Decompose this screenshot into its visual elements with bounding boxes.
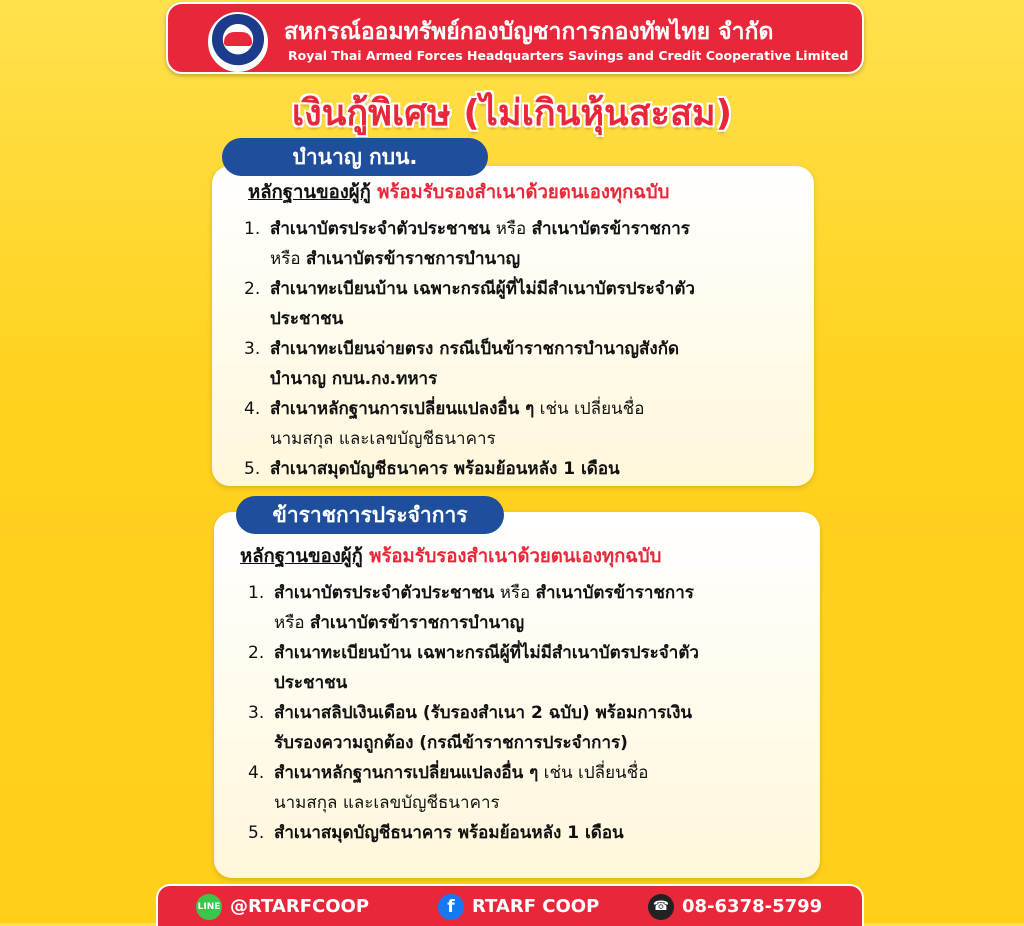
line-id: @RTARFCOOP (230, 896, 370, 917)
facebook-contact[interactable] (438, 894, 599, 920)
footer-contact-bar (156, 884, 864, 926)
section2-label: ข้าราชการประจำการ (236, 496, 504, 534)
line-app-icon: LINE (196, 894, 222, 920)
section1-label: บำนาญ กบน. (222, 138, 488, 176)
cooperative-logo-icon (208, 12, 268, 72)
section1-list (244, 214, 695, 484)
facebook-name: RTARF COOP (472, 896, 600, 917)
list-item: 2. สำเนาทะเบียนบ้าน เฉพาะกรณีผู้ที่ไม่มีสำเนาบัตรประจำตัว ประชาชน (244, 279, 695, 329)
phone-number: 08-6378-5799 (682, 896, 823, 917)
facebook-icon: f (438, 894, 464, 920)
list-item: 2. สำเนาทะเบียนบ้าน เฉพาะกรณีผู้ที่ไม่มีสำเนาบัตรประจำตัว ประชาชน (248, 643, 699, 693)
list-item: 4. สำเนาหลักฐานการเปลี่ยนแปลงอื่น ๆ เช่น เปลี่ยนชื่อ นามสกุล และเลขบัญชีธนาคาร (244, 399, 645, 449)
list-item: 1. สำเนาบัตรประจำตัวประชาชน หรือ สำเนาบัตรข้าราชการ หรือ สำเนาบัตรข้าราชการบำนาญ (244, 219, 690, 269)
list-item: 3. สำเนาทะเบียนจ่ายตรง กรณีเป็นข้าราชการบำนาญสังกัด บำนาญ กบน.กง.ทหาร (244, 339, 680, 389)
doc-heading-red: พร้อมรับรองสำเนาด้วยตนเองทุกฉบับ (369, 546, 662, 567)
section2-list (248, 578, 699, 848)
doc-heading-red: พร้อมรับรองสำเนาด้วยตนเองทุกฉบับ (377, 182, 670, 203)
phone-contact[interactable] (648, 894, 822, 920)
list-item: 4. สำเนาหลักฐานการเปลี่ยนแปลงอื่น ๆ เช่น เปลี่ยนชื่อ นามสกุล และเลขบัญชีธนาคาร (248, 763, 649, 813)
header-title-en: Royal Thai Armed Forces Headquarters Savings and Credit Cooperative Limited (288, 48, 849, 63)
list-item: 1. สำเนาบัตรประจำตัวประชาชน หรือ สำเนาบัตรข้าราชการ หรือ สำเนาบัตรข้าราชการบำนาญ (248, 583, 694, 633)
list-item: 5. สำเนาสมุดบัญชีธนาคาร พร้อมย้อนหลัง 1 เดือน (248, 823, 624, 843)
phone-icon: ☎ (648, 894, 674, 920)
header-banner (166, 2, 864, 74)
list-item: 3. สำเนาสลิปเงินเดือน (รับรองสำเนา 2 ฉบับ) พร้อมการเงิน รับรองความถูกต้อง (กรณีข้าราชการประจำการ) (248, 703, 693, 753)
section2-doc-heading (240, 542, 661, 571)
list-item: 5. สำเนาสมุดบัญชีธนาคาร พร้อมย้อนหลัง 1 เดือน (244, 459, 620, 479)
page-title: เงินกู้พิเศษ (ไม่เกินหุ้นสะสม) (291, 93, 733, 134)
doc-heading-underlined: หลักฐานของผู้กู้ (240, 546, 363, 567)
doc-heading-underlined: หลักฐานของผู้กู้ (248, 182, 371, 203)
section1-doc-heading (248, 178, 669, 207)
header-title-th: สหกรณ์ออมทรัพย์กองบัญชาการกองทัพไทย จำกัด (284, 19, 774, 45)
line-contact[interactable] (196, 894, 369, 920)
